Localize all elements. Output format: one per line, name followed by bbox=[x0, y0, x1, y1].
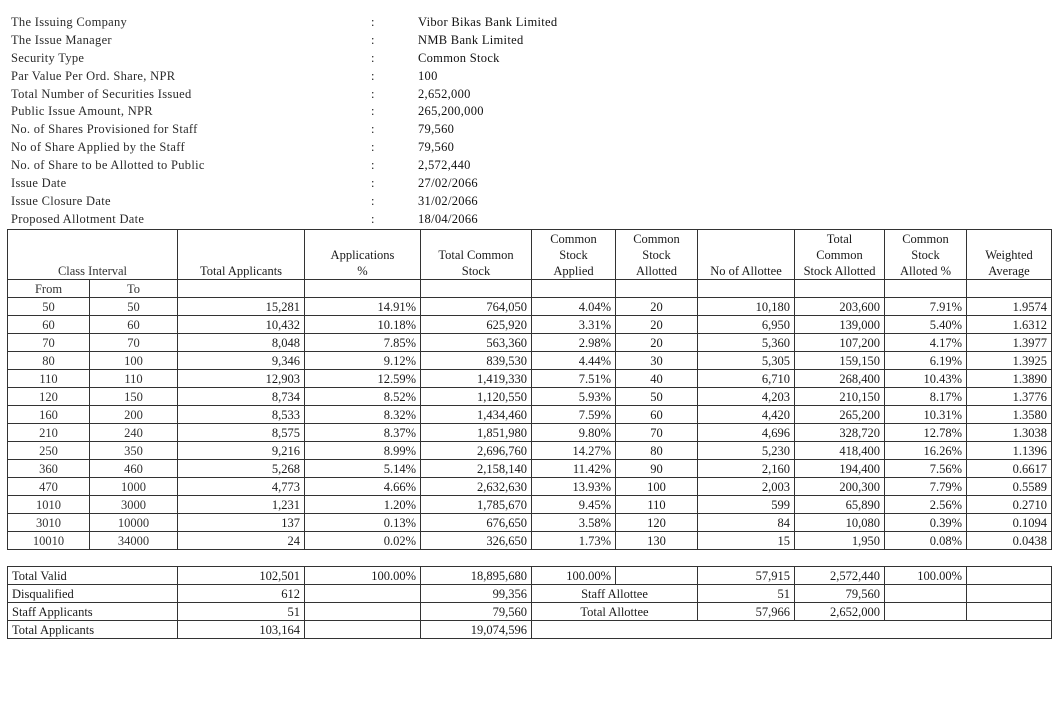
cell-applicants: 8,575 bbox=[178, 424, 305, 442]
table-row bbox=[8, 460, 1052, 478]
issue-info-block bbox=[11, 14, 711, 229]
empty-cell bbox=[967, 567, 1052, 585]
cell-alloted-pct: 6.19% bbox=[885, 352, 967, 370]
cell-to: 240 bbox=[90, 424, 178, 442]
summary-row bbox=[8, 603, 1052, 621]
cell-allottees: 4,420 bbox=[698, 406, 795, 424]
cell-alloted-pct: 10.43% bbox=[885, 370, 967, 388]
cell-applied-pct: 4.44% bbox=[532, 352, 616, 370]
info-value: 2,572,440 bbox=[418, 158, 471, 173]
table-row bbox=[8, 370, 1052, 388]
table-header-row bbox=[8, 230, 1052, 280]
cell-weighted-average: 0.6617 bbox=[967, 460, 1052, 478]
cell-applications-pct: 14.91% bbox=[305, 298, 421, 316]
staff-allottee-count: 51 bbox=[698, 585, 795, 603]
disqualified-stock: 99,356 bbox=[421, 585, 532, 603]
cell-to: 110 bbox=[90, 370, 178, 388]
info-value: 2,652,000 bbox=[418, 86, 471, 101]
staff-applicants-label: Staff Applicants bbox=[8, 603, 178, 621]
cell-from: 3010 bbox=[8, 514, 90, 532]
cell-stock-allotted: 268,400 bbox=[795, 370, 885, 388]
cell-allottees: 4,696 bbox=[698, 424, 795, 442]
cell-alloted-pct: 7.79% bbox=[885, 478, 967, 496]
info-row bbox=[11, 32, 711, 50]
cell-from: 10010 bbox=[8, 532, 90, 550]
cell-to: 100 bbox=[90, 352, 178, 370]
table-row bbox=[8, 514, 1052, 532]
total-valid-stock: 18,895,680 bbox=[421, 567, 532, 585]
info-label: No. of Share to be Allotted to Public bbox=[11, 158, 205, 173]
info-value: 18/04/2066 bbox=[418, 211, 478, 226]
info-row bbox=[11, 121, 711, 139]
cell-applications-pct: 7.85% bbox=[305, 334, 421, 352]
header-applications-pct: Applications % bbox=[305, 230, 421, 280]
info-value: Vibor Bikas Bank Limited bbox=[418, 15, 558, 29]
cell-applications-pct: 12.59% bbox=[305, 370, 421, 388]
total-valid-alloted-pct: 100.00% bbox=[885, 567, 967, 585]
cell-applications-pct: 8.37% bbox=[305, 424, 421, 442]
info-row bbox=[11, 139, 711, 157]
empty-cell bbox=[305, 603, 421, 621]
info-colon: : bbox=[371, 68, 375, 83]
cell-weighted-average: 1.3890 bbox=[967, 370, 1052, 388]
cell-applied-pct: 3.58% bbox=[532, 514, 616, 532]
cell-allotted: 70 bbox=[616, 424, 698, 442]
cell-stock-allotted: 210,150 bbox=[795, 388, 885, 406]
cell-applied-pct: 4.04% bbox=[532, 298, 616, 316]
cell-from: 80 bbox=[8, 352, 90, 370]
cell-applied-pct: 2.98% bbox=[532, 334, 616, 352]
cell-applications-pct: 4.66% bbox=[305, 478, 421, 496]
cell-stock-allotted: 328,720 bbox=[795, 424, 885, 442]
empty-cell bbox=[305, 585, 421, 603]
cell-allotted: 50 bbox=[616, 388, 698, 406]
cell-stock-allotted: 200,300 bbox=[795, 478, 885, 496]
info-colon: : bbox=[371, 176, 375, 191]
spacer-row bbox=[8, 550, 1052, 567]
cell-to: 70 bbox=[90, 334, 178, 352]
cell-allottees: 2,003 bbox=[698, 478, 795, 496]
cell-weighted-average: 0.5589 bbox=[967, 478, 1052, 496]
cell-to: 10000 bbox=[90, 514, 178, 532]
total-valid-applied-pct: 100.00% bbox=[532, 567, 616, 585]
total-valid-pct: 100.00% bbox=[305, 567, 421, 585]
total-applicants-stock: 19,074,596 bbox=[421, 621, 532, 639]
info-row bbox=[11, 211, 711, 229]
empty-cell bbox=[967, 585, 1052, 603]
cell-from: 250 bbox=[8, 442, 90, 460]
cell-applicants: 24 bbox=[178, 532, 305, 550]
cell-stock-allotted: 265,200 bbox=[795, 406, 885, 424]
info-row bbox=[11, 175, 711, 193]
cell-applicants: 8,533 bbox=[178, 406, 305, 424]
cell-applications-pct: 0.13% bbox=[305, 514, 421, 532]
cell-applicants: 9,216 bbox=[178, 442, 305, 460]
cell-stock-allotted: 159,150 bbox=[795, 352, 885, 370]
info-colon: : bbox=[371, 193, 375, 208]
cell-alloted-pct: 5.40% bbox=[885, 316, 967, 334]
header-class-interval: Class Interval bbox=[8, 230, 178, 280]
info-value: 100 bbox=[418, 68, 438, 83]
info-value: Common Stock bbox=[418, 50, 500, 65]
cell-applicants: 15,281 bbox=[178, 298, 305, 316]
info-colon: : bbox=[371, 211, 375, 226]
cell-to: 34000 bbox=[90, 532, 178, 550]
disqualified-label: Disqualified bbox=[8, 585, 178, 603]
info-label: Par Value Per Ord. Share, NPR bbox=[11, 68, 176, 83]
info-row bbox=[11, 193, 711, 211]
info-colon: : bbox=[371, 140, 375, 155]
info-row bbox=[11, 68, 711, 86]
header-total-stock-allotted: Total Common Stock Allotted bbox=[795, 230, 885, 280]
staff-allottee-label: Staff Allottee bbox=[532, 585, 698, 603]
cell-applications-pct: 10.18% bbox=[305, 316, 421, 334]
cell-alloted-pct: 7.91% bbox=[885, 298, 967, 316]
info-label: No. of Shares Provisioned for Staff bbox=[11, 122, 198, 137]
cell-weighted-average: 1.3580 bbox=[967, 406, 1052, 424]
cell-total-stock: 2,632,630 bbox=[421, 478, 532, 496]
empty-cell bbox=[885, 603, 967, 621]
cell-allottees: 84 bbox=[698, 514, 795, 532]
info-label: No of Share Applied by the Staff bbox=[11, 140, 185, 155]
empty-cell bbox=[967, 603, 1052, 621]
cell-total-stock: 625,920 bbox=[421, 316, 532, 334]
cell-applications-pct: 0.02% bbox=[305, 532, 421, 550]
summary-row bbox=[8, 621, 1052, 639]
total-applicants: 103,164 bbox=[178, 621, 305, 639]
cell-applied-pct: 9.45% bbox=[532, 496, 616, 514]
cell-total-stock: 839,530 bbox=[421, 352, 532, 370]
cell-allotted: 120 bbox=[616, 514, 698, 532]
cell-to: 150 bbox=[90, 388, 178, 406]
cell-to: 460 bbox=[90, 460, 178, 478]
info-colon: : bbox=[371, 32, 375, 47]
cell-applications-pct: 8.32% bbox=[305, 406, 421, 424]
header-common-stock-allotted: Common Stock Allotted bbox=[616, 230, 698, 280]
table-row bbox=[8, 532, 1052, 550]
cell-applicants: 8,734 bbox=[178, 388, 305, 406]
cell-applicants: 137 bbox=[178, 514, 305, 532]
info-label: Proposed Allotment Date bbox=[11, 211, 145, 226]
table-row bbox=[8, 316, 1052, 334]
staff-allottee-stock: 79,560 bbox=[795, 585, 885, 603]
total-allottee-stock: 2,652,000 bbox=[795, 603, 885, 621]
cell-applicants: 4,773 bbox=[178, 478, 305, 496]
empty-cell bbox=[885, 585, 967, 603]
cell-stock-allotted: 107,200 bbox=[795, 334, 885, 352]
info-label: Total Number of Securities Issued bbox=[11, 86, 192, 101]
cell-applied-pct: 11.42% bbox=[532, 460, 616, 478]
table-row bbox=[8, 388, 1052, 406]
cell-allotted: 80 bbox=[616, 442, 698, 460]
cell-allottees: 6,950 bbox=[698, 316, 795, 334]
header-to: To bbox=[90, 280, 178, 298]
info-colon: : bbox=[371, 15, 375, 29]
cell-allotted: 40 bbox=[616, 370, 698, 388]
table-row bbox=[8, 406, 1052, 424]
header-alloted-pct: Common Stock Alloted % bbox=[885, 230, 967, 280]
header-total-applicants: Total Applicants bbox=[178, 230, 305, 280]
header-common-stock-applied: Common Stock Applied bbox=[532, 230, 616, 280]
info-row bbox=[11, 14, 711, 32]
cell-applications-pct: 8.52% bbox=[305, 388, 421, 406]
info-row bbox=[11, 50, 711, 68]
cell-alloted-pct: 4.17% bbox=[885, 334, 967, 352]
header-total-common-stock: Total Common Stock bbox=[421, 230, 532, 280]
cell-allottees: 5,305 bbox=[698, 352, 795, 370]
cell-from: 160 bbox=[8, 406, 90, 424]
cell-total-stock: 764,050 bbox=[421, 298, 532, 316]
cell-alloted-pct: 16.26% bbox=[885, 442, 967, 460]
empty-cell bbox=[532, 621, 1052, 639]
info-value: 79,560 bbox=[418, 140, 455, 155]
cell-allotted: 100 bbox=[616, 478, 698, 496]
cell-total-stock: 1,434,460 bbox=[421, 406, 532, 424]
table-row bbox=[8, 334, 1052, 352]
cell-allotted: 130 bbox=[616, 532, 698, 550]
cell-stock-allotted: 139,000 bbox=[795, 316, 885, 334]
header-from: From bbox=[8, 280, 90, 298]
cell-applicants: 9,346 bbox=[178, 352, 305, 370]
cell-weighted-average: 1.3977 bbox=[967, 334, 1052, 352]
cell-allottees: 10,180 bbox=[698, 298, 795, 316]
empty-cell bbox=[616, 567, 698, 585]
cell-from: 470 bbox=[8, 478, 90, 496]
cell-stock-allotted: 418,400 bbox=[795, 442, 885, 460]
cell-total-stock: 2,696,760 bbox=[421, 442, 532, 460]
cell-applied-pct: 3.31% bbox=[532, 316, 616, 334]
cell-allottees: 2,160 bbox=[698, 460, 795, 478]
cell-from: 60 bbox=[8, 316, 90, 334]
cell-alloted-pct: 2.56% bbox=[885, 496, 967, 514]
cell-weighted-average: 0.0438 bbox=[967, 532, 1052, 550]
cell-from: 70 bbox=[8, 334, 90, 352]
subheader-row bbox=[8, 280, 1052, 298]
info-value: 31/02/2066 bbox=[418, 193, 478, 208]
info-label: Issue Date bbox=[11, 176, 67, 191]
cell-total-stock: 676,650 bbox=[421, 514, 532, 532]
empty-cell bbox=[305, 621, 421, 639]
info-colon: : bbox=[371, 158, 375, 173]
cell-allotted: 90 bbox=[616, 460, 698, 478]
info-row bbox=[11, 103, 711, 121]
table-row bbox=[8, 298, 1052, 316]
cell-applicants: 1,231 bbox=[178, 496, 305, 514]
info-colon: : bbox=[371, 86, 375, 101]
cell-to: 200 bbox=[90, 406, 178, 424]
cell-weighted-average: 0.1094 bbox=[967, 514, 1052, 532]
cell-allotted: 20 bbox=[616, 316, 698, 334]
info-label: The Issue Manager bbox=[11, 32, 112, 47]
cell-applied-pct: 9.80% bbox=[532, 424, 616, 442]
cell-allottees: 4,203 bbox=[698, 388, 795, 406]
cell-total-stock: 563,360 bbox=[421, 334, 532, 352]
cell-allotted: 110 bbox=[616, 496, 698, 514]
staff-stock: 79,560 bbox=[421, 603, 532, 621]
cell-applied-pct: 5.93% bbox=[532, 388, 616, 406]
cell-applicants: 10,432 bbox=[178, 316, 305, 334]
total-applicants-label: Total Applicants bbox=[8, 621, 178, 639]
cell-alloted-pct: 12.78% bbox=[885, 424, 967, 442]
info-label: The Issuing Company bbox=[11, 15, 128, 29]
cell-from: 1010 bbox=[8, 496, 90, 514]
cell-stock-allotted: 1,950 bbox=[795, 532, 885, 550]
total-valid-allottees: 57,915 bbox=[698, 567, 795, 585]
cell-allotted: 20 bbox=[616, 298, 698, 316]
cell-total-stock: 1,785,670 bbox=[421, 496, 532, 514]
cell-allottees: 5,230 bbox=[698, 442, 795, 460]
cell-allottees: 6,710 bbox=[698, 370, 795, 388]
cell-applicants: 5,268 bbox=[178, 460, 305, 478]
cell-applications-pct: 9.12% bbox=[305, 352, 421, 370]
cell-allotted: 30 bbox=[616, 352, 698, 370]
cell-allottees: 599 bbox=[698, 496, 795, 514]
table-row bbox=[8, 478, 1052, 496]
cell-applied-pct: 1.73% bbox=[532, 532, 616, 550]
info-label: Issue Closure Date bbox=[11, 193, 111, 208]
summary-row bbox=[8, 567, 1052, 585]
table-row bbox=[8, 424, 1052, 442]
cell-allotted: 20 bbox=[616, 334, 698, 352]
cell-from: 110 bbox=[8, 370, 90, 388]
cell-weighted-average: 1.1396 bbox=[967, 442, 1052, 460]
cell-applicants: 8,048 bbox=[178, 334, 305, 352]
allotment-table bbox=[7, 229, 1052, 639]
table-row bbox=[8, 442, 1052, 460]
info-colon: : bbox=[371, 122, 375, 137]
cell-stock-allotted: 10,080 bbox=[795, 514, 885, 532]
cell-to: 60 bbox=[90, 316, 178, 334]
cell-from: 210 bbox=[8, 424, 90, 442]
cell-allottees: 5,360 bbox=[698, 334, 795, 352]
cell-applications-pct: 5.14% bbox=[305, 460, 421, 478]
total-valid-applicants: 102,501 bbox=[178, 567, 305, 585]
cell-weighted-average: 1.9574 bbox=[967, 298, 1052, 316]
cell-applied-pct: 13.93% bbox=[532, 478, 616, 496]
cell-total-stock: 1,120,550 bbox=[421, 388, 532, 406]
cell-alloted-pct: 10.31% bbox=[885, 406, 967, 424]
cell-to: 3000 bbox=[90, 496, 178, 514]
cell-allottees: 15 bbox=[698, 532, 795, 550]
cell-applied-pct: 7.59% bbox=[532, 406, 616, 424]
info-value: NMB Bank Limited bbox=[418, 32, 524, 47]
total-allottee-count: 57,966 bbox=[698, 603, 795, 621]
cell-weighted-average: 1.3038 bbox=[967, 424, 1052, 442]
cell-applicants: 12,903 bbox=[178, 370, 305, 388]
disqualified-applicants: 612 bbox=[178, 585, 305, 603]
summary-row bbox=[8, 585, 1052, 603]
staff-applicants: 51 bbox=[178, 603, 305, 621]
cell-applied-pct: 7.51% bbox=[532, 370, 616, 388]
cell-total-stock: 326,650 bbox=[421, 532, 532, 550]
cell-weighted-average: 0.2710 bbox=[967, 496, 1052, 514]
cell-alloted-pct: 8.17% bbox=[885, 388, 967, 406]
cell-stock-allotted: 203,600 bbox=[795, 298, 885, 316]
header-weighted-average: Weighted Average bbox=[967, 230, 1052, 280]
info-value: 79,560 bbox=[418, 122, 455, 137]
cell-alloted-pct: 0.08% bbox=[885, 532, 967, 550]
info-value: 265,200,000 bbox=[418, 104, 484, 119]
total-allottee-label: Total Allottee bbox=[532, 603, 698, 621]
cell-to: 50 bbox=[90, 298, 178, 316]
cell-alloted-pct: 7.56% bbox=[885, 460, 967, 478]
cell-weighted-average: 1.6312 bbox=[967, 316, 1052, 334]
table-row bbox=[8, 352, 1052, 370]
cell-applied-pct: 14.27% bbox=[532, 442, 616, 460]
cell-total-stock: 1,851,980 bbox=[421, 424, 532, 442]
info-label: Public Issue Amount, NPR bbox=[11, 104, 153, 119]
cell-to: 1000 bbox=[90, 478, 178, 496]
cell-alloted-pct: 0.39% bbox=[885, 514, 967, 532]
info-label: Security Type bbox=[11, 50, 85, 65]
cell-to: 350 bbox=[90, 442, 178, 460]
cell-weighted-average: 1.3925 bbox=[967, 352, 1052, 370]
info-value: 27/02/2066 bbox=[418, 176, 478, 191]
header-no-of-allottee: No of Allottee bbox=[698, 230, 795, 280]
cell-stock-allotted: 194,400 bbox=[795, 460, 885, 478]
cell-stock-allotted: 65,890 bbox=[795, 496, 885, 514]
cell-from: 120 bbox=[8, 388, 90, 406]
cell-total-stock: 2,158,140 bbox=[421, 460, 532, 478]
cell-total-stock: 1,419,330 bbox=[421, 370, 532, 388]
table-row bbox=[8, 496, 1052, 514]
cell-weighted-average: 1.3776 bbox=[967, 388, 1052, 406]
info-row bbox=[11, 157, 711, 175]
info-colon: : bbox=[371, 104, 375, 119]
info-row bbox=[11, 86, 711, 104]
cell-applications-pct: 1.20% bbox=[305, 496, 421, 514]
cell-applications-pct: 8.99% bbox=[305, 442, 421, 460]
total-valid-allotted: 2,572,440 bbox=[795, 567, 885, 585]
cell-allotted: 60 bbox=[616, 406, 698, 424]
total-valid-label: Total Valid bbox=[8, 567, 178, 585]
info-colon: : bbox=[371, 50, 375, 65]
cell-from: 50 bbox=[8, 298, 90, 316]
cell-from: 360 bbox=[8, 460, 90, 478]
